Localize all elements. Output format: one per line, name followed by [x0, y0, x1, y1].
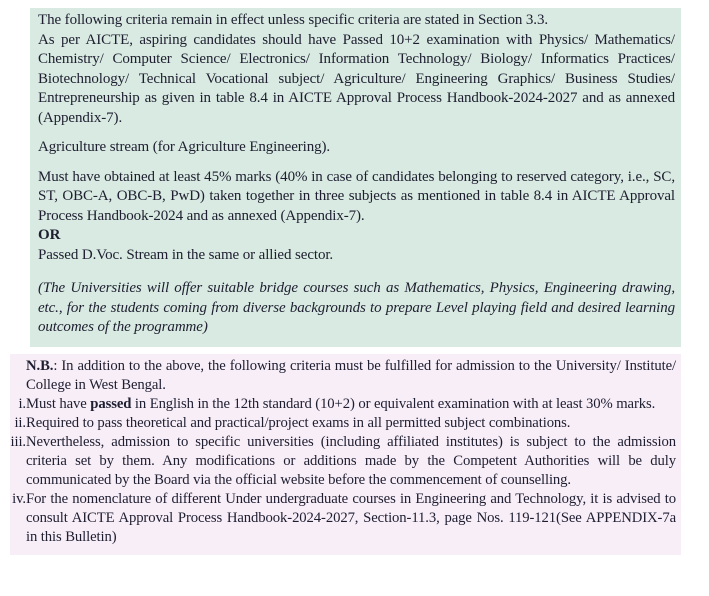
list-item-iii-text: Nevertheless, admission to specific universities (including affiliated institutes) is subject to the admission criteria set by them. Any modifications or additions made by the Competent Authorities will be duly communicated by the Board via the official website before the commencement of counselling. [26, 434, 676, 488]
paragraph-bridge-courses-note: (The Universities will offer suitable bridge courses such as Mathematics, Physics, Engineering drawing, etc., for the students coming from diverse backgrounds to prepare Level playing field and desired learning outcomes of the programme) [38, 280, 675, 335]
paragraph-marks-requirement: Must have obtained at least 45% marks (40% in case of candidates belonging to reserved category, i.e., SC, ST, OBC-A, OBC-B, PwD) taken together in three subjects as mentioned in table 8.4 in AICTE Approval Process Handbook-2024 and as annexed (Appendix-7). [38, 168, 675, 224]
list-marker-iii: iii. [10, 434, 26, 450]
nb-admission-criteria-panel [10, 354, 681, 555]
paragraph-dvoc-stream: Passed D.Voc. Stream in the same or allied sector. [38, 246, 334, 263]
passed-bold-word: passed [90, 396, 132, 412]
paragraph-aicte-subjects: As per AICTE, aspiring candidates should have Passed 10+2 examination with Physics/ Mathematics/ Chemistry/ Computer Science/ Electronics/ Information Technology/ Biology/ Informatics Practices/ Biotechnology/ Technical Vocational subject/ Agriculture/ Engineering Graphics/ Business Studies/ Entrepreneurship as given in table 8.4 in AICTE Approval Process Handbook-2024-2027 and as annexed (Appendix-7). [38, 31, 675, 126]
list-item-iv-text: For the nomenclature of different Under undergraduate courses in Engineering and Technology, it is advised to consult AICTE Approval Process Handbook-2024-2027, Section-11.3, page Nos. 119-121(See APPENDIX-7a in this Bulletin) [26, 491, 676, 545]
list-marker-i: i. [18, 396, 26, 412]
or-separator: OR [38, 227, 61, 243]
paragraph-agriculture-stream: Agriculture stream (for Agriculture Engineering). [38, 139, 331, 155]
list-marker-iv: iv. [12, 491, 26, 507]
list-item-ii-text: Required to pass theoretical and practical/project exams in all permitted subject combinations. [26, 415, 571, 431]
nb-text: : In addition to the above, the following criteria must be fulfilled for admission to the University/ Institute/ College in West Bengal. [26, 358, 676, 393]
list-marker-ii: ii. [14, 415, 26, 431]
list-item-iii [10, 433, 676, 490]
list-item-i-text [26, 395, 676, 414]
list-item-iv [10, 490, 676, 547]
paragraph-criteria-in-effect: The following criteria remain in effect unless specific criteria are stated in Section 3.3. [38, 12, 549, 28]
list-item-i-text-before: Must have [26, 396, 91, 412]
aicte-criteria-panel [30, 8, 681, 347]
nb-label: N.B. [26, 358, 54, 374]
list-item-i-text-after: in English in the 12th standard (10+2) or equivalent examination with at least 30% marks. [131, 396, 656, 412]
list-item-ii [10, 414, 676, 433]
paragraph-nb [10, 357, 676, 395]
list-item-i [10, 395, 676, 414]
